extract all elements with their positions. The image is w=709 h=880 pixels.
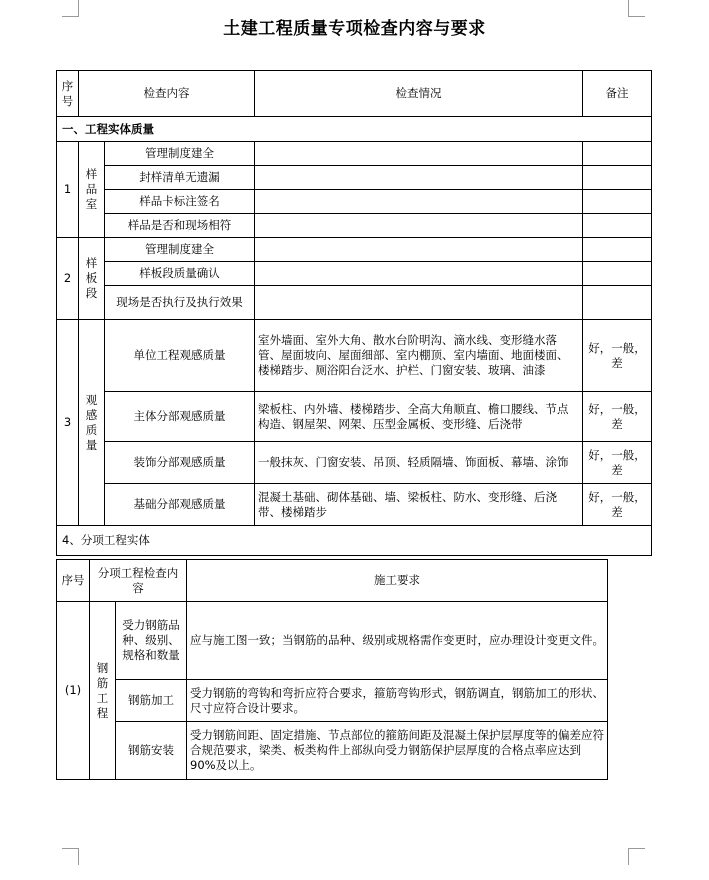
table-row [57,442,652,484]
group-name: 观感质量 [79,320,105,526]
remark-cell [583,286,652,320]
table-row [57,680,608,722]
item-label: 样品是否和现场相符 [105,214,255,238]
item-label: 基础分部观感质量 [105,484,255,526]
header-requirement: 施工要求 [187,560,608,602]
requirement-cell: 受力钢筋间距、固定措施、节点部位的箍筋间距及混凝土保护层厚度等的偏差应符合规范要求，梁类、板类构件上部纵向受力钢筋保护层厚度的合格点率应达到90%及以上。 [187,722,608,780]
item-description: 混凝土基础、砌体基础、墙、梁板柱、防水、变形缝、后浇带、楼梯踏步 [255,484,583,526]
section-title: 4、分项工程实体 [57,526,652,556]
item-label: 主体分部观感质量 [105,392,255,442]
remark-cell [583,166,652,190]
group-name: 样板段 [79,238,105,320]
requirement-cell: 受力钢筋的弯钩和弯折应符合要求，箍筋弯钩形式，钢筋调直，钢筋加工的形状、尺寸应符合设计要求。 [187,680,608,722]
inspection-table [56,70,652,556]
section-row [57,117,652,142]
remark-cell [583,214,652,238]
table-row [57,262,652,286]
document-title: 土建工程质量专项检查内容与要求 [223,19,486,39]
item-label: 样板段质量确认 [105,262,255,286]
table-row [57,166,652,190]
rating-cell: 好，一般，差 [583,484,652,526]
remark-cell [583,238,652,262]
section-title: 一、工程实体质量 [57,117,652,142]
row-number: 1 [57,142,79,238]
table-row [57,238,652,262]
item-label: 封样清单无遗漏 [105,166,255,190]
status-cell [255,142,583,166]
table-row [57,142,652,166]
table-row [57,602,608,680]
item-description: 一般抹灰、门窗安装、吊顶、轻质隔墙、饰面板、幕墙、涂饰 [255,442,583,484]
status-cell [255,238,583,262]
item-label: 钢筋加工 [116,680,187,722]
page-corner-mark [628,848,645,865]
header-content: 检查内容 [79,71,255,117]
rating-cell: 好，一般，差 [583,392,652,442]
table-row [57,286,652,320]
table-row [57,320,652,392]
remark-cell [583,142,652,166]
row-number: (1) [57,602,90,780]
header-row [57,560,608,602]
table-row [57,392,652,442]
rating-cell: 好，一般，差 [583,320,652,392]
item-label: 单位工程观感质量 [105,320,255,392]
table-row [57,484,652,526]
item-label: 钢筋安装 [116,722,187,780]
row-number: 3 [57,320,79,526]
page-corner-mark [62,848,79,865]
status-cell [255,262,583,286]
section-row [57,526,652,556]
header-remark: 备注 [583,71,652,117]
header-row [57,71,652,117]
item-description: 梁板柱、内外墙、楼梯踏步、全高大角顺直、檐口腰线、节点构造、钢屋架、网架、压型金属板、变形缝、后浇带 [255,392,583,442]
status-cell [255,286,583,320]
table-row [57,190,652,214]
status-cell [255,166,583,190]
subitem-table [56,559,608,780]
status-cell [255,190,583,214]
table-row [57,214,652,238]
header-no: 序号 [57,71,79,117]
header-content: 分项工程检查内容 [90,560,187,602]
remark-cell [583,190,652,214]
header-status: 检查情况 [255,71,583,117]
item-label: 管理制度建全 [105,142,255,166]
remark-cell [583,262,652,286]
requirement-cell: 应与施工图一致；当钢筋的品种、级别或规格需作变更时，应办理设计变更文件。 [187,602,608,680]
item-label: 受力钢筋品种、级别、规格和数量 [116,602,187,680]
row-number: 2 [57,238,79,320]
item-label: 装饰分部观感质量 [105,442,255,484]
item-description: 室外墙面、室外大角、散水台阶明沟、滴水线、变形缝水落管、屋面坡向、屋面细部、室内棚顶、室内墙面、地面楼面、楼梯踏步、厕浴阳台泛水、护栏、门窗安装、玻璃、油漆 [255,320,583,392]
item-label: 样品卡标注签名 [105,190,255,214]
item-label: 管理制度建全 [105,238,255,262]
table-row [57,722,608,780]
item-label: 现场是否执行及执行效果 [105,286,255,320]
group-name: 样品室 [79,142,105,238]
rating-cell: 好，一般，差 [583,442,652,484]
group-name: 钢筋工程 [90,602,116,780]
status-cell [255,214,583,238]
header-no: 序号 [57,560,90,602]
